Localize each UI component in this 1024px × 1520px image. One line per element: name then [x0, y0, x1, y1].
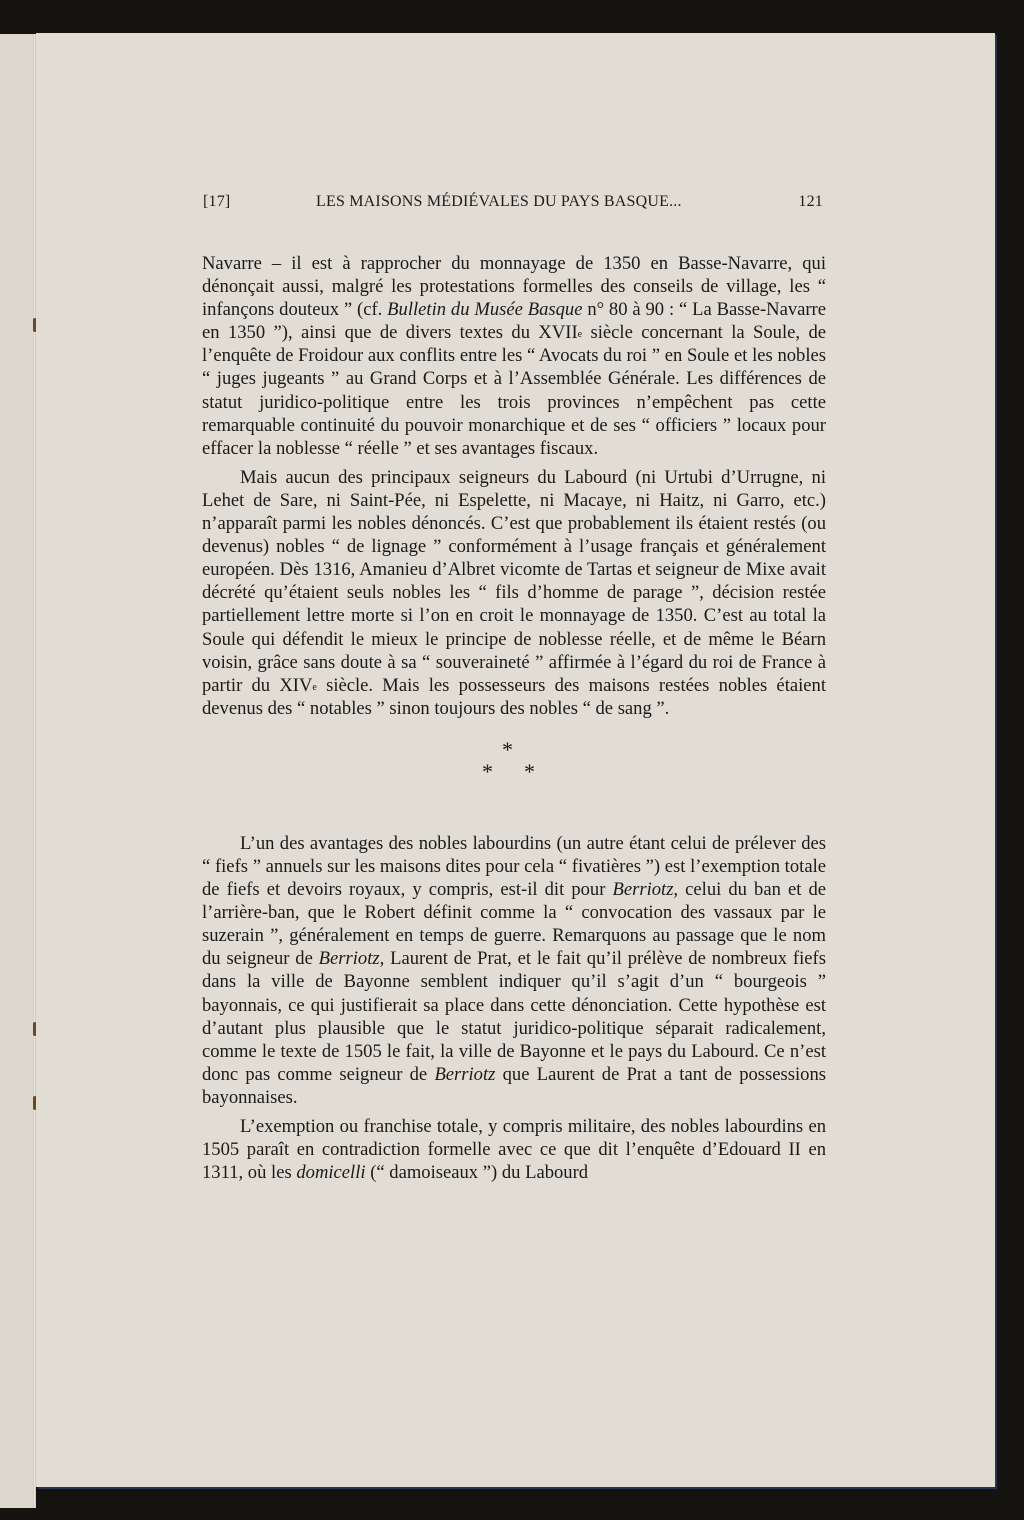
italic-text: Berriotz: [434, 1063, 496, 1085]
italic-text: domicelli: [296, 1162, 366, 1184]
text-run: que Laurent de Prat a tant de possessions bayonnaises.: [202, 1063, 826, 1108]
section-number: [17]: [203, 193, 231, 210]
text-run: Mais aucun des principaux seigneurs du Labourd (ni Urtubi d’Urrugne, ni Lehet de Sare, ni Saint-Pée, ni Espelette, ni Macaye, ni Haitz, ni Garro, etc.) n’apparaît parmi les nobles dénoncés. C’est que probablement ils étaient restés (ou devenus) nobles “ de lignage ” conformément à l’usage français et généralement européen. Dès 1316, Amanieu d’Albret vicomte de Tartas et seigneur de Mixe avait décrété qu’étaient seuls nobles les “ fils d’homme de parage ”, décision restée partiellement lettre morte si l’on en croit le monnayage de 1350. C’est au total la Soule qui défendit le mieux le principe de noblesse réelle, et de même le Béarn voisin, grâce sans doute à sa “ souveraineté ” affirmée à l’égard du roi de France à partir du XIV: [202, 466, 826, 696]
running-title: LES MAISONS MÉDIÉVALES DU PAYS BASQUE...: [316, 193, 682, 210]
paragraph-p3: [202, 832, 826, 1109]
paragraphs-before-separator: [202, 252, 826, 720]
page-number: 121: [798, 193, 823, 210]
text-run: Laurent de Prat, et le fait qu’il prélève de nombreux fiefs dans la ville de Bayonne semblent indiquer qu’il s’agit d’un “ bourgeois ” bayonnais, ce qui justifierait sa place dans cette dénonciation. Cette hypothèse est d’autant plus plausible que le statut juridico-politique séparait radicalement, comme le texte de 1505 le fait, la ville de Bayonne et le pays du Labourd. Ce n’est donc pas comme seigneur de: [202, 948, 826, 1085]
text-run: L’exemption ou franchise totale, y compris militaire, des nobles labourdins en 1505 paraît en contradiction formelle avec ce que dit l’enquête d’Edouard II en 1311, où les: [202, 1116, 826, 1184]
running-header: [203, 193, 823, 211]
separator-star: *: [482, 758, 493, 784]
text-run: celui du ban et de l’arrière-ban, que le Robert définit comme la “ convocation des vassaux par le suzerain ”, généralement en temps de guerre. Remarquons au passage que le nom du seigneur de: [202, 879, 826, 970]
body-text: [202, 252, 826, 1184]
separator-star: *: [502, 736, 513, 762]
section-separator: [202, 728, 826, 832]
text-run: Navarre – il est à rapprocher du monnayage de 1350 en Basse-Navarre, qui dénonçait aussi, malgré les protestations formelles des conseils de village, les “ infançons douteux ” (cf.: [202, 253, 826, 321]
paragraph-p2: [202, 466, 826, 720]
paragraph-p4: [202, 1115, 826, 1184]
separator-star: *: [524, 758, 535, 784]
text-run: (“ damoiseaux ”) du Labourd: [365, 1162, 589, 1184]
paragraph-p1: [202, 252, 826, 460]
text-run: L’un des avantages des nobles labourdins (un autre étant celui de prélever des “ fiefs ” annuels sur les maisons dites pour cela “ fivatières ”) est l’exemption totale de fiefs et devoirs royaux, y compris, est-il dit pour: [202, 832, 826, 901]
facing-page-edge: [0, 34, 34, 1508]
text-run: siècle concernant la Soule, de l’enquête de Froidour aux conflits entre les “ Avocats du roi ” en Soule et les nobles “ juges jugeants ” au Grand Corps et à l’Assemblée Générale. Les différences de statut juridico-politique entre les trois provinces n’empêchent pas cette remarquable continuité du pouvoir monarchique et de ses “ officiers ” locaux pour effacer la noblesse “ réelle ” et ses avantages fiscaux.: [202, 322, 826, 459]
italic-text: Bulletin du Musée Basque: [387, 299, 583, 321]
italic-text: Berriotz,: [612, 879, 679, 901]
italic-text: Berriotz,: [318, 948, 385, 970]
superscript: e: [577, 329, 583, 341]
superscript: e: [312, 681, 317, 693]
text-run: siècle. Mais les possesseurs des maisons restées nobles étaient devenus des “ notables ” sinon toujours des nobles “ de sang ”.: [202, 674, 826, 719]
paragraphs-after-separator: [202, 832, 826, 1184]
text-run: n° 80 à 90 : “ La Basse-Navarre en 1350 ”), ainsi que de divers textes du XVII: [202, 299, 827, 344]
